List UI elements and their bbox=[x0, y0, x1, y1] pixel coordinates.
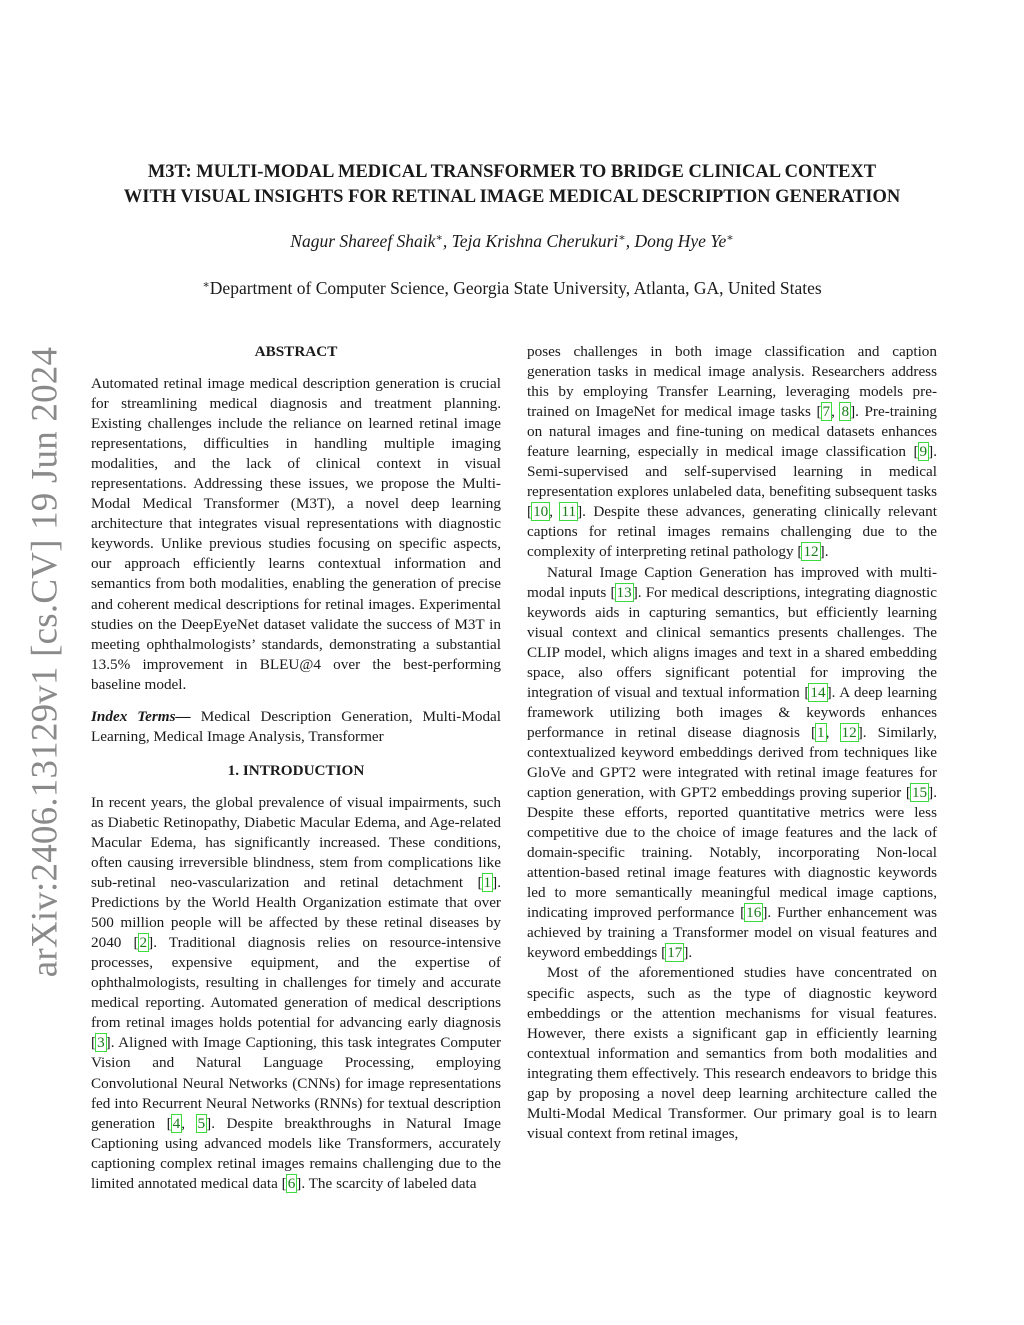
paragraph-text: models bbox=[859, 383, 913, 401]
paragraph-text: ]. For medical descriptions, integrating diagnostic keywords aids in capturing semantics, but efficiently learning visual context and clinical semantics presents challenges. The CLIP model, which aligns images and text in a shared embedding space, also offers significant potential for improving the integration of visual and textual information [ bbox=[527, 583, 937, 701]
paragraph-text: for bbox=[588, 523, 618, 541]
paragraph-text: images bbox=[597, 423, 648, 441]
paragraph-text: image bbox=[737, 403, 781, 421]
paragraph-text: especially bbox=[637, 443, 707, 461]
paragraph-text: ]. A deep learning framework utilizing both images & keywords enhances performance in retinal disease diagnosis [ bbox=[527, 683, 937, 741]
author-list bbox=[60, 231, 964, 252]
paragraph-text: Learning, bbox=[717, 383, 786, 401]
paragraph-text: fine-tuning bbox=[675, 423, 751, 441]
affiliation-mark: ∗ bbox=[202, 279, 210, 291]
paragraph-text: ]. bbox=[928, 443, 937, 461]
citation-link[interactable]: 14 bbox=[810, 683, 826, 701]
title-line-1: M3T: MULTI-MODAL MEDICAL TRANSFORMER TO BRIDGE CLINICAL CONTEXT bbox=[147, 162, 877, 182]
paragraph-text: , bbox=[831, 403, 841, 421]
citation-link[interactable]: 3 bbox=[97, 1034, 105, 1052]
paragraph-text: , bbox=[549, 503, 561, 521]
paragraph-text: generation bbox=[527, 363, 598, 381]
paragraph-text: for bbox=[660, 403, 685, 421]
paragraph-text: on bbox=[750, 423, 772, 441]
paragraph-text: tasks bbox=[906, 483, 938, 501]
paragraph-text: unlabeled bbox=[672, 483, 736, 501]
paragraph-text: data, bbox=[736, 483, 770, 501]
paragraph-text: subsequent bbox=[834, 483, 907, 501]
author-name: Nagur Shareef Shaik bbox=[290, 231, 436, 251]
paragraph-text: the bbox=[918, 523, 937, 541]
introduction-paragraph-3 bbox=[527, 963, 937, 1143]
paragraph-text: learning bbox=[793, 463, 861, 481]
citation-link[interactable]: 17 bbox=[667, 944, 683, 962]
paragraph-text: image bbox=[781, 443, 826, 461]
paragraph-text: generating bbox=[752, 503, 825, 521]
intro-p2 bbox=[527, 564, 937, 962]
paragraph-text: challenges bbox=[573, 343, 651, 360]
paragraph-text: medical bbox=[725, 443, 782, 461]
paragraph-text: medical bbox=[888, 463, 937, 481]
arxiv-stamp bbox=[15, 346, 75, 978]
paragraph-text: enhances bbox=[881, 423, 938, 441]
introduction-heading: 1. INTRODUCTION bbox=[227, 761, 365, 779]
citation-link[interactable]: 16 bbox=[746, 904, 762, 922]
paragraph-text: ImageNet bbox=[595, 403, 661, 421]
citation-link[interactable]: 2 bbox=[139, 934, 148, 952]
paragraph-text: ]. bbox=[850, 403, 865, 421]
paragraph-text: in bbox=[706, 443, 726, 461]
paragraph-text: retinal bbox=[617, 523, 668, 541]
paragraph-text: Semi-supervised bbox=[527, 463, 646, 481]
paragraph-text: ]. Similarly, contextualized keyword embeddings derived from techniques like GloVe and GPT2 were integrated with retinal image features for caption generation, with GPT2 embeddings proving superior [ bbox=[527, 723, 937, 802]
affiliation bbox=[60, 278, 964, 299]
citation-link[interactable]: 1 bbox=[483, 874, 492, 892]
paragraph-text: images bbox=[667, 523, 722, 541]
paragraph-text: [ bbox=[816, 403, 822, 421]
citation-link[interactable]: 6 bbox=[287, 1174, 296, 1192]
intro-p3 bbox=[527, 964, 937, 1141]
paragraph-text: pathology bbox=[732, 543, 798, 561]
paragraph-text: in bbox=[860, 463, 889, 481]
citation-link[interactable]: 12 bbox=[803, 543, 819, 561]
index-terms-text: Medical Description Generation, Multi-Modal Learning, Medical Image Analysis, Transformer bbox=[91, 707, 501, 745]
author-mark: ∗ bbox=[435, 232, 443, 244]
paragraph-text: tasks bbox=[597, 363, 635, 381]
paragraph-text: , bbox=[181, 1114, 197, 1132]
paragraph-text: tasks bbox=[780, 403, 817, 421]
paragraph-text: relevant bbox=[888, 503, 937, 521]
paragraph-text: ]. bbox=[577, 503, 594, 521]
paragraph-text: on bbox=[527, 423, 549, 441]
introduction-paragraph-1-continued bbox=[527, 342, 937, 563]
paragraph-text: medical bbox=[653, 363, 709, 381]
introduction-paragraph-2 bbox=[527, 563, 937, 964]
citation-link[interactable]: 12 bbox=[841, 723, 857, 741]
author-separator: , bbox=[442, 231, 452, 251]
paragraph-text: in bbox=[634, 363, 654, 381]
paragraph-text: learning, bbox=[576, 443, 638, 461]
index-terms-label: Index Terms— bbox=[91, 707, 191, 725]
paragraph-text: image bbox=[714, 343, 765, 360]
paragraph-text: this bbox=[527, 383, 559, 401]
paragraph-text: pre-trained bbox=[527, 383, 937, 421]
paragraph-text: and bbox=[645, 463, 685, 481]
left-column bbox=[91, 342, 501, 1194]
paragraph-text: and bbox=[647, 423, 676, 441]
citation-link[interactable]: 4 bbox=[172, 1114, 181, 1132]
paragraph-text: benefiting bbox=[769, 483, 835, 501]
paragraph-text: advances, bbox=[685, 503, 753, 521]
paragraph-text: Researchers bbox=[811, 363, 892, 381]
paragraph-text: ]. Aligned with Image Captioning, this task integrates Computer Vision and Natural Language Processing, employing Convolutional Neural Networks (CNNs) for image representations fed into Recurrent Neural Networks (RNNs) for textual description generation [ bbox=[91, 1034, 501, 1132]
author-name: Dong Hye Ye bbox=[634, 231, 727, 251]
introduction-paragraph-1 bbox=[91, 793, 501, 1194]
paragraph-text: feature bbox=[527, 443, 577, 461]
paragraph-text: Despite bbox=[593, 503, 648, 521]
author-mark: ∗ bbox=[618, 232, 626, 244]
paragraph-text: classification bbox=[764, 343, 858, 360]
abstract-text: Automated retinal image medical description generation is crucial for streamlining medical diagnosis and treatment planning. Existing challenges include the reliance on learned retinal image representations, difficulties in handling multiple imaging modalities, and the lack of clinical context in visual representations. Addressing these issues, we propose the Multi-Modal Medical Transformer (M3T), a novel deep learning architecture that integrates visual representations with diagnostic keywords. Unlike previous studies focusing on specific aspects, our approach efficiently learns contextual information and semantics from both modalities, enabling the generation of precise and coherent medical descriptions for retinal images. Experimental studies on the DeepEyeNet dataset validate the success of M3T in meeting ophthalmologists’ standards, demonstrating a substantial 13.5% improvement in BLEU@4 over the best-performing baseline model. bbox=[91, 375, 501, 693]
paragraph-text: poses bbox=[527, 343, 574, 360]
title-line-2: WITH VISUAL INSIGHTS FOR RETINAL IMAGE MEDICAL DESCRIPTION GENERATION bbox=[123, 187, 901, 207]
paragraph-text: Transfer bbox=[657, 383, 718, 401]
paragraph-text: explores bbox=[617, 483, 673, 501]
paper-title bbox=[60, 160, 964, 210]
paragraph-text: caption bbox=[892, 343, 937, 360]
paragraph-text: Natural Image Caption Generation has improved with multi-modal inputs [ bbox=[527, 563, 937, 601]
author-name: Teja Krishna Cherukuri bbox=[451, 231, 619, 251]
paragraph-text: [ bbox=[797, 543, 803, 561]
paragraph-text: ]. Despite breakthroughs in Natural Image Captioning using advanced models like Transformers, accurately captioning complex retinal images remains challenging due to the limited annotated medical data [ bbox=[91, 1114, 502, 1192]
paragraph-text: ]. The scarcity of labeled data bbox=[296, 1174, 477, 1192]
paragraph-text: in bbox=[650, 343, 675, 360]
paragraph-text: to bbox=[895, 523, 919, 541]
paragraph-text: In recent years, the global prevalence of visual impairments, such as Diabetic Retinopathy, Diabetic Macular Edema, and Age-related Macular Edema, has significantly increased. These conditions, often causing irreversible blindness, stem from complications like sub-retinal neo-vascularization and retinal detachment [ bbox=[91, 793, 501, 892]
paragraph-text: clinically bbox=[824, 503, 889, 521]
index-terms bbox=[91, 707, 501, 747]
paragraph-text: interpreting bbox=[615, 543, 691, 561]
paragraph-text: , bbox=[825, 723, 841, 741]
paragraph-text: and bbox=[857, 343, 893, 360]
citation-link[interactable]: 8 bbox=[841, 403, 850, 421]
paragraph-text: employing bbox=[583, 383, 658, 401]
paragraph-text: medical bbox=[771, 423, 827, 441]
paragraph-text: image bbox=[708, 363, 752, 381]
paragraph-text: Pre-training bbox=[864, 403, 938, 421]
abstract-heading: ABSTRACT bbox=[254, 343, 338, 360]
paragraph-text: Most of the aforementioned studies have concentrated on specific aspects, such as the type of diagnostic keyword embeddings or the attention mechanisms for visual features. However, there exists a significant gap in efficiently learning contextual information and semantics from both modalities and integrating them effectively. This research endeavors to bridge this gap by proposing a novel deep learning architecture called the Multi-Modal Medical Transformer. Our primary goal is to learn visual context from retinal images, bbox=[527, 964, 937, 1142]
paragraph-text: [ bbox=[527, 503, 533, 521]
paragraph-text: ]. Traditional diagnosis relies on resource-intensive processes, expensive equipment, and the expertise of ophthalmologists, resulting in challenges for timely and accurate medical reporting. Automated generation of medical descriptions from retinal images holds potential for advancing early diagnosis [ bbox=[91, 934, 501, 1052]
paragraph-text: on bbox=[574, 403, 596, 421]
paragraph-text: natural bbox=[548, 423, 598, 441]
paragraph-text: of bbox=[599, 543, 616, 561]
paragraph-text: analysis. bbox=[751, 363, 812, 381]
paragraph-text: leveraging bbox=[785, 383, 860, 401]
paragraph-text: datasets bbox=[826, 423, 882, 441]
paragraph-text: [ bbox=[913, 443, 919, 461]
citation-link[interactable]: 10 bbox=[533, 503, 549, 521]
paragraph-text: complexity bbox=[527, 543, 600, 561]
paragraph-text: representation bbox=[527, 483, 618, 501]
paragraph-text: ]. bbox=[683, 944, 693, 962]
paragraph-text: by bbox=[558, 383, 584, 401]
paragraph-text: address bbox=[891, 363, 938, 381]
paragraph-text: retinal bbox=[690, 543, 733, 561]
citation-link[interactable]: 1 bbox=[817, 723, 825, 741]
intro-p1-part-a bbox=[91, 794, 501, 1192]
citation-link[interactable]: 11 bbox=[561, 503, 577, 521]
paragraph-text: challenging bbox=[780, 523, 863, 541]
paragraph-text: captions bbox=[527, 523, 589, 541]
paragraph-text: ]. Despite these efforts, reported quantitative metrics were less competitive due to the choice of image features and the lack of domain-specific training. Notably, incorporating Non-local attention-based retinal image features with diagnostic keywords led to more semantically meaningful medical image captions, indicating improved performance [ bbox=[527, 784, 937, 922]
affiliation-text: Department of Computer Science, Georgia State University, Atlanta, GA, United States bbox=[209, 278, 822, 298]
paragraph-text: classification bbox=[825, 443, 914, 461]
paragraph-text: ]. Further enhancement was achieved by training a Transformer model on visual features and keyword embeddings [ bbox=[527, 904, 937, 962]
paragraph-text: medical bbox=[684, 403, 738, 421]
right-column bbox=[527, 342, 937, 1144]
citation-link[interactable]: 7 bbox=[822, 403, 831, 421]
paragraph-text: self-supervised bbox=[684, 463, 794, 481]
paragraph-text: due bbox=[862, 523, 896, 541]
intro-p1-part-b bbox=[527, 343, 937, 560]
citation-link[interactable]: 13 bbox=[616, 583, 632, 601]
author-mark: ∗ bbox=[726, 232, 734, 244]
paragraph-text: ]. Predictions by the World Health Organization estimate that over 500 million people will be affected by these retinal diseases by 2040 [ bbox=[91, 874, 501, 952]
arxiv-stamp-text: arXiv:2406.13129v1 [cs.CV] 19 Jun 2024 bbox=[24, 346, 66, 978]
paragraph-text: both bbox=[675, 343, 715, 360]
citation-link[interactable]: 15 bbox=[911, 784, 928, 802]
citation-link[interactable]: 5 bbox=[197, 1114, 206, 1132]
author-separator: , bbox=[625, 231, 635, 251]
paragraph-text: these bbox=[647, 503, 686, 521]
paragraph-text: ]. bbox=[819, 543, 829, 561]
paragraph-text: remains bbox=[721, 523, 781, 541]
citation-link[interactable]: 9 bbox=[919, 443, 928, 461]
